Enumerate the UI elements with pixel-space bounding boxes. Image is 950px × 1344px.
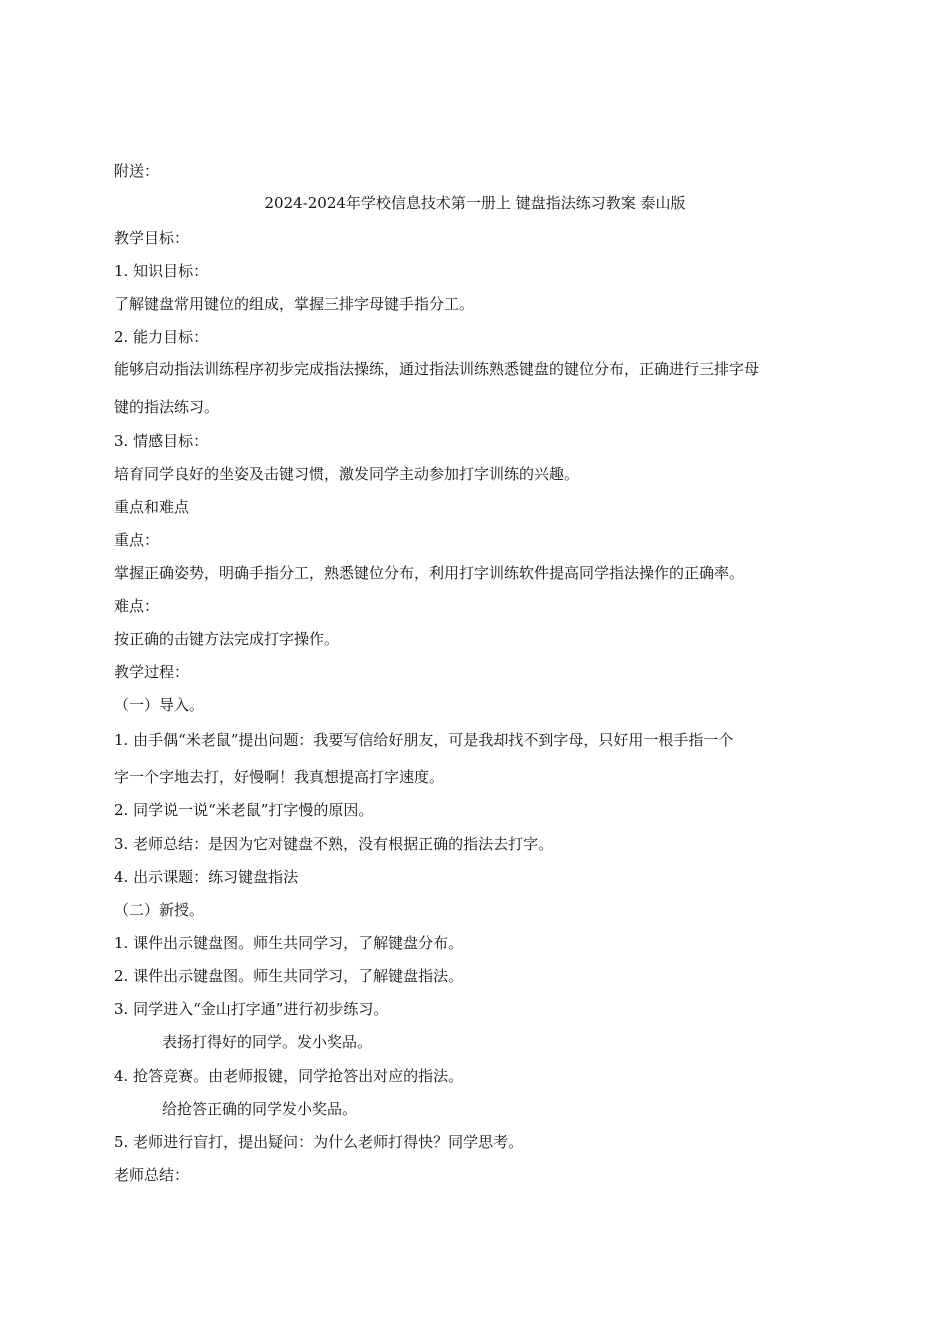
list-item: 4. 抢答竞赛。由老师报键，同学抢答出对应的指法。 [114,1067,464,1085]
list-item: 2. 同学说一说“米老鼠”打字慢的原因。 [114,801,374,819]
paragraph-line: 了解键盘常用键位的组成，掌握三排字母键手指分工。 [114,295,475,313]
goal-heading-emotion: 3. 情感目标： [114,432,209,450]
paragraph-line: 培育同学良好的坐姿及击键习惯，激发同学主动参加打字训练的兴趣。 [114,465,580,483]
subheading-difficulty: 难点： [114,597,160,615]
list-item: 1. 课件出示键盘图。师生共同学习，了解键盘分布。 [114,934,464,952]
document-title: 2024-2024年学校信息技术第一册上 键盘指法练习教案 泰山版 [264,194,686,212]
subsection-heading-new-lesson: （二）新授。 [114,901,205,919]
paragraph-line: 字一个字地去打，好慢啊！我真想提高打字速度。 [114,768,445,786]
subsection-heading-intro: （一）导入。 [114,696,205,714]
goal-heading-ability: 2. 能力目标： [114,328,209,346]
attachment-label: 附送： [114,162,160,180]
list-item: 2. 课件出示键盘图。师生共同学习，了解键盘指法。 [114,967,464,985]
paragraph-line: 能够启动指法训练程序初步完成指法操练，通过指法训练熟悉键盘的键位分布，正确进行三排字母 [114,360,760,378]
list-item: 4. 出示课题：练习键盘指法 [114,868,299,886]
goal-heading-knowledge: 1. 知识目标： [114,262,209,280]
paragraph-line: 老师总结： [114,1166,190,1184]
section-heading-teaching-goals: 教学目标： [114,229,190,247]
list-item: 1. 由手偶“米老鼠”提出问题：我要写信给好朋友，可是我却找不到字母，只好用一根手指一个 [114,731,734,749]
list-item: 5. 老师进行盲打，提出疑问：为什么老师打得快？同学思考。 [114,1133,524,1151]
section-heading-key-points: 重点和难点 [114,498,190,516]
paragraph-line: 掌握正确姿势，明确手指分工，熟悉键位分布，利用打字训练软件提高同学指法操作的正确率。 [114,564,745,582]
subheading-key-point: 重点： [114,531,160,549]
list-item: 3. 同学进入“金山打字通”进行初步练习。 [114,1000,389,1018]
paragraph-line: 按正确的击键方法完成打字操作。 [114,630,340,648]
list-item: 3. 老师总结：是因为它对键盘不熟，没有根据正确的指法去打字。 [114,835,554,853]
section-heading-process: 教学过程： [114,663,190,681]
indented-note: 给抢答正确的同学发小奖品。 [162,1100,358,1118]
paragraph-line: 键的指法练习。 [114,398,220,416]
indented-note: 表扬打得好的同学。发小奖品。 [162,1033,373,1051]
